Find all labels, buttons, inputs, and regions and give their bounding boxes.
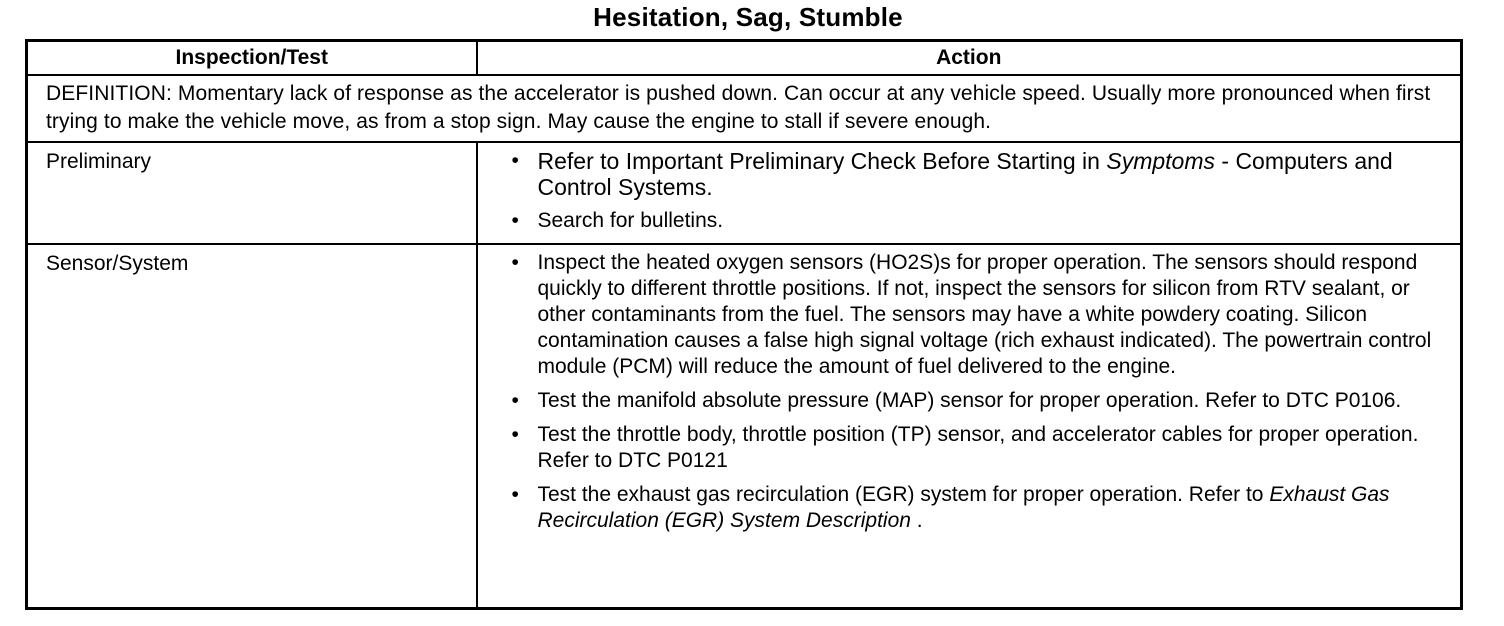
action-cell-preliminary — [477, 142, 1462, 244]
row-label-sensor-system: Sensor/System — [27, 244, 477, 608]
list-item — [510, 422, 1449, 474]
list-item — [510, 482, 1449, 534]
bullet-icon: • — [511, 389, 519, 412]
bullet-text-tail: - Computers and Control Systems. — [537, 148, 1393, 200]
bullet-text: Test the throttle body, throttle position (TP) sensor, and accelerator cables for proper operation. Refer to DTC P0121 — [537, 423, 1419, 472]
bullet-icon: • — [511, 209, 519, 232]
bullet-text: Test the exhaust gas recirculation (EGR) system for proper operation. Refer to — [537, 483, 1270, 506]
bullet-text-tail: . — [910, 509, 923, 532]
bullet-text: Inspect the heated oxygen sensors (HO2S)s for proper operation. The sensors should respond quickly to different throttle positions. If not, inspect the sensors for silicon from RTV sealant, or other contaminants from the fuel. The sensors may have a white powdery coating. Silicon contamination causes a false high signal voltage (rich exhaust indicated). The powertrain control module (PCM) will reduce the amount of fuel delivered to the engine. — [537, 251, 1432, 378]
definition-text: DEFINITION: Momentary lack of response as the accelerator is pushed down. Can occur at any vehicle speed. Usually more pronounced when first trying to make the vehicle move, as from a stop sign. May cause the engine to stall if severe enough. — [27, 75, 1462, 142]
definition-row — [27, 75, 1462, 142]
header-row — [27, 41, 1462, 76]
row-label-preliminary: Preliminary — [27, 142, 477, 244]
list-item — [510, 208, 1449, 234]
table-row — [27, 244, 1462, 608]
list-item — [510, 388, 1449, 414]
bullet-icon: • — [511, 251, 519, 274]
bullet-text: Test the manifold absolute pressure (MAP) sensor for proper operation. Refer to DTC P0106. — [537, 389, 1402, 412]
action-cell-sensor-system — [477, 244, 1462, 608]
page-title: Hesitation, Sag, Stumble — [593, 2, 903, 32]
header-action: Action — [477, 41, 1462, 76]
bullet-italic-text: Symptoms — [1106, 148, 1215, 174]
diagnostic-table — [25, 39, 1463, 610]
header-inspection-test: Inspection/Test — [27, 41, 477, 76]
table-row — [27, 142, 1462, 244]
bullet-icon: • — [511, 483, 519, 506]
list-item — [510, 148, 1449, 200]
bullet-icon: • — [511, 423, 519, 446]
list-item — [510, 250, 1449, 380]
bullet-text: Search for bulletins. — [537, 209, 724, 232]
bullet-italic-text: Exhaust Gas Recirculation (EGR) System Description — [537, 483, 1390, 532]
bullet-icon: • — [511, 149, 519, 172]
bullet-text: Refer to Important Preliminary Check Before Starting in — [537, 148, 1107, 174]
